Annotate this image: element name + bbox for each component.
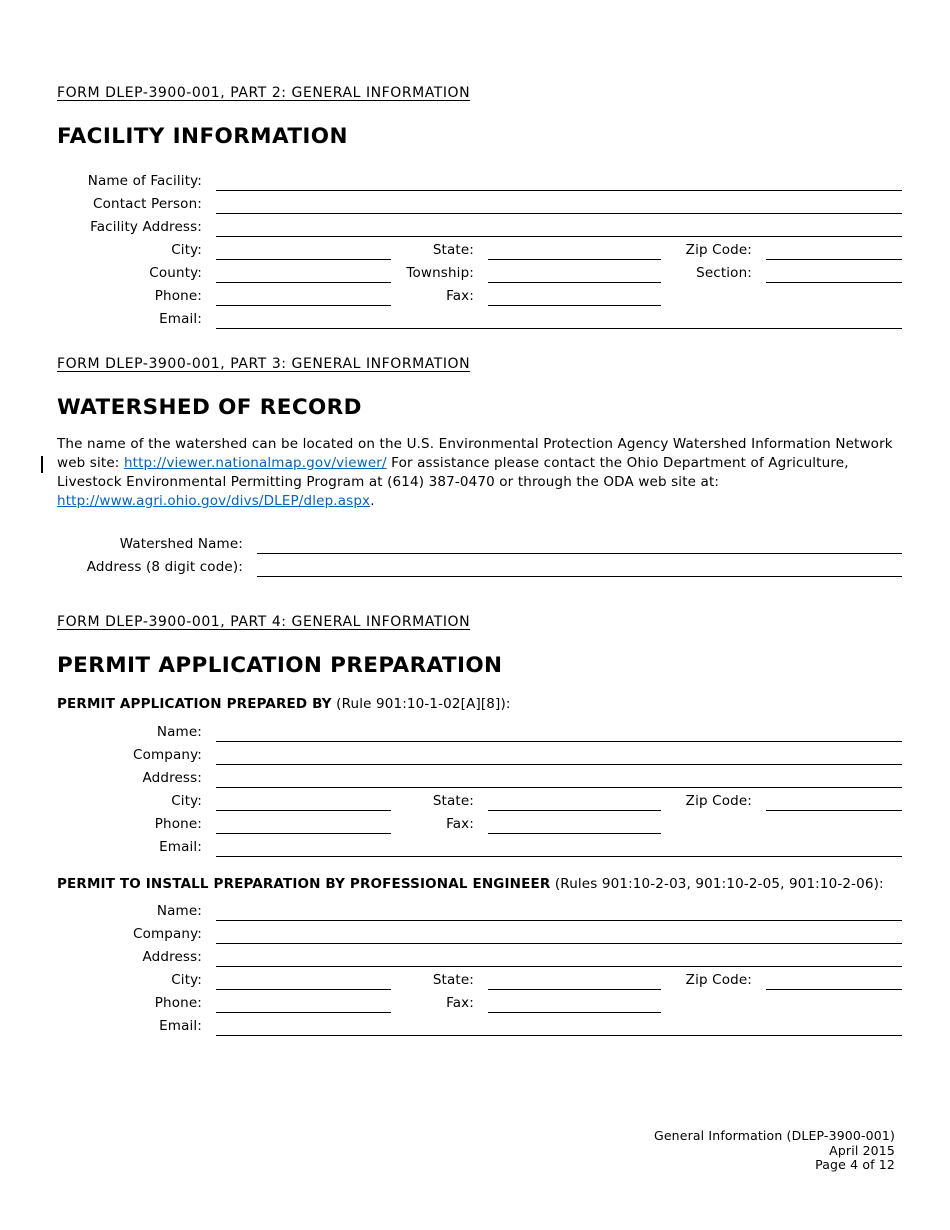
watershed-paragraph-text-2: For assistance please contact the Ohio Department of Agriculture, Livestock Environmental Permitting Program at (614) 387-0470 or through the ODA web site at:	[57, 455, 849, 490]
engineer-address-label: Address:	[142, 949, 202, 965]
contact-person-label: Contact Person:	[93, 196, 202, 212]
engineer-field-row-company	[57, 921, 902, 944]
footer-form-name: General Information (DLEP-3900-001)	[653, 1128, 895, 1143]
field-row-watershed-name	[57, 531, 902, 554]
name-of-facility-label: Name of Facility:	[87, 173, 202, 189]
engineer-email-label: Email:	[159, 1018, 202, 1034]
pti-engineer-label	[57, 875, 902, 895]
state-line[interactable]	[488, 240, 661, 260]
engineer-field-row-address	[57, 944, 902, 967]
section-label: Section:	[696, 265, 752, 281]
watershed-of-record-title: WATERSHED OF RECORD	[57, 395, 362, 420]
engineer-fax-line[interactable]	[488, 993, 661, 1013]
facility-address-label: Facility Address:	[90, 219, 202, 235]
preparer-phone-line[interactable]	[216, 814, 391, 834]
county-line[interactable]	[216, 263, 391, 283]
engineer-phone-line[interactable]	[216, 993, 391, 1013]
engineer-field-row-city-state-zip	[57, 967, 902, 990]
preparer-city-label: City:	[171, 792, 202, 809]
name-of-facility-line[interactable]	[216, 171, 902, 191]
zip-code-line[interactable]	[766, 240, 902, 260]
part3-header: FORM DLEP-3900-001, PART 3: GENERAL INFORMATION	[57, 356, 471, 372]
watershed-paragraph-text-1: The name of the watershed can be located on the U.S. Environmental Protection Agency Watershed Information Network web site:	[57, 436, 893, 471]
address-code-label: Address (8 digit code):	[86, 559, 243, 575]
prepared-by-label-rule: (Rule 901:10-1-02[A][8]):	[331, 696, 511, 712]
preparer-fax-line[interactable]	[488, 814, 661, 834]
state-label: State:	[432, 242, 474, 258]
preparer-city-line[interactable]	[216, 791, 391, 811]
preparer-field-row-city-state-zip	[57, 788, 902, 811]
preparer-state-line[interactable]	[488, 791, 661, 811]
preparer-field-row-company	[57, 742, 902, 765]
field-row-contact-person	[57, 191, 902, 214]
engineer-address-line[interactable]	[216, 947, 902, 967]
engineer-email-line[interactable]	[216, 1016, 902, 1036]
engineer-city-line[interactable]	[216, 970, 391, 990]
city-line[interactable]	[216, 240, 391, 260]
oda-website-link[interactable]: http://www.agri.ohio.gov/divs/DLEP/dlep.aspx	[57, 493, 371, 509]
township-label: Township:	[406, 265, 474, 281]
footer-date: April 2015	[829, 1142, 895, 1158]
engineer-company-line[interactable]	[216, 924, 902, 944]
engineer-zip-label: Zip Code:	[685, 972, 752, 988]
preparer-address-line[interactable]	[216, 768, 902, 788]
field-row-facility-address	[57, 214, 902, 237]
phone-line[interactable]	[216, 286, 391, 306]
preparer-zip-label: Zip Code:	[685, 792, 752, 809]
email-line[interactable]	[216, 309, 902, 329]
preparer-field-row-email	[57, 834, 902, 857]
page-content	[57, 84, 902, 1036]
engineer-field-row-name	[57, 898, 902, 921]
watershed-paragraph	[57, 435, 902, 511]
watershed-name-line[interactable]	[257, 534, 902, 554]
engineer-state-label: State:	[432, 972, 474, 988]
prepared-by-label-bold: PERMIT APPLICATION PREPARED BY	[57, 696, 332, 712]
preparer-state-label: State:	[432, 792, 474, 809]
part4-header: FORM DLEP-3900-001, PART 4: GENERAL INFORMATION	[57, 614, 471, 630]
engineer-field-row-phone-fax	[57, 990, 902, 1013]
preparer-zip-line[interactable]	[766, 791, 902, 811]
preparer-field-row-phone-fax	[57, 811, 902, 834]
engineer-field-row-email	[57, 1013, 902, 1036]
watershed-viewer-link[interactable]: http://viewer.nationalmap.gov/viewer/	[123, 455, 387, 471]
preparer-fax-label: Fax:	[446, 815, 474, 832]
contact-person-line[interactable]	[216, 194, 902, 214]
engineer-zip-line[interactable]	[766, 970, 902, 990]
preparer-name-line[interactable]	[216, 722, 902, 742]
prepared-by-label	[57, 695, 902, 715]
pti-engineer-label-rules: (Rules 901:10-2-03, 901:10-2-05, 901:10-2-06):	[550, 875, 884, 892]
preparer-field-row-name	[57, 719, 902, 742]
field-row-address-code	[57, 554, 902, 577]
footer-page-number: Page 4 of 12	[815, 1157, 895, 1173]
engineer-phone-label: Phone:	[154, 995, 202, 1011]
email-label: Email:	[159, 311, 202, 327]
revision-change-bar	[41, 456, 43, 473]
preparer-name-label: Name:	[156, 723, 202, 740]
preparer-phone-label: Phone:	[154, 815, 202, 832]
field-row-phone-fax	[57, 283, 902, 306]
phone-label: Phone:	[154, 288, 202, 304]
preparer-address-label: Address:	[142, 769, 202, 786]
engineer-city-label: City:	[171, 972, 202, 988]
pti-engineer-label-bold: PERMIT TO INSTALL PREPARATION BY PROFESSIONAL ENGINEER	[57, 875, 551, 892]
fax-label: Fax:	[446, 288, 474, 304]
zip-code-label: Zip Code:	[685, 242, 752, 258]
page-footer	[654, 1129, 895, 1173]
field-row-email	[57, 306, 902, 329]
address-code-line[interactable]	[257, 557, 902, 577]
engineer-name-label: Name:	[156, 903, 202, 919]
city-label: City:	[171, 242, 202, 258]
preparer-field-row-address	[57, 765, 902, 788]
engineer-company-label: Company:	[133, 926, 202, 942]
field-row-county-township-section	[57, 260, 902, 283]
part2-header: FORM DLEP-3900-001, PART 2: GENERAL INFORMATION	[57, 85, 471, 101]
watershed-name-label: Watershed Name:	[119, 536, 243, 552]
fax-line[interactable]	[488, 286, 661, 306]
watershed-paragraph-text-3: .	[370, 493, 375, 509]
field-row-name-of-facility	[57, 168, 902, 191]
permit-application-preparation-title: PERMIT APPLICATION PREPARATION	[57, 653, 503, 678]
township-line[interactable]	[488, 263, 661, 283]
engineer-state-line[interactable]	[488, 970, 661, 990]
facility-address-line[interactable]	[216, 217, 902, 237]
engineer-name-line[interactable]	[216, 901, 902, 921]
county-label: County:	[149, 265, 202, 281]
field-row-city-state-zip	[57, 237, 902, 260]
preparer-email-label: Email:	[159, 838, 202, 855]
preparer-company-label: Company:	[133, 746, 202, 763]
preparer-email-line[interactable]	[216, 837, 902, 857]
preparer-company-line[interactable]	[216, 745, 902, 765]
engineer-fax-label: Fax:	[446, 995, 474, 1011]
facility-information-title: FACILITY INFORMATION	[57, 124, 348, 149]
section-line[interactable]	[766, 263, 902, 283]
